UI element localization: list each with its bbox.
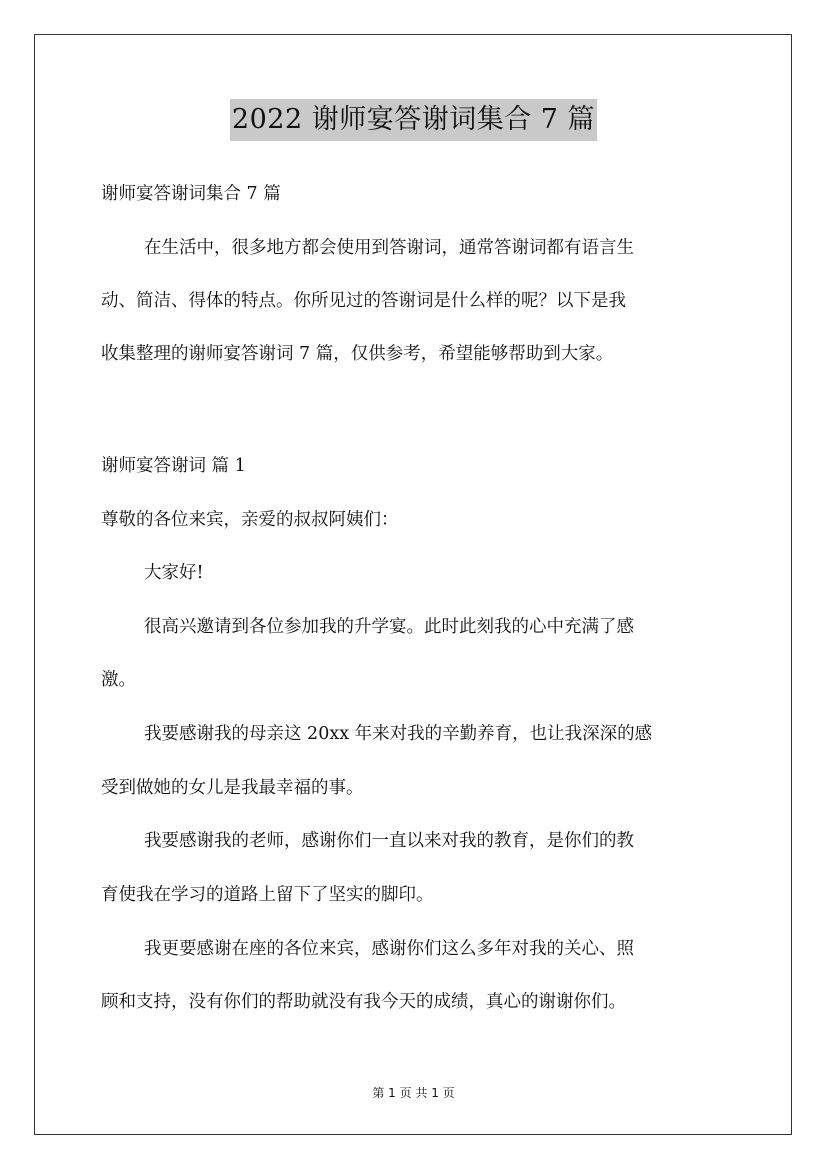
intro-line-3: 收集整理的谢师宴答谢词 7 篇，仅供参考，希望能够帮助到大家。 <box>101 344 614 364</box>
document-title: 2022 谢师宴答谢词集合 7 篇 <box>230 99 597 141</box>
document-subtitle: 谢师宴答谢词集合 7 篇 <box>101 184 281 204</box>
intro-line-2: 动、简洁、得体的特点。你所见过的答谢词是什么样的呢？以下是我 <box>101 291 626 311</box>
paragraph-4-line-2: 顾和支持，没有你们的帮助就没有我今天的成绩，真心的谢谢你们。 <box>101 992 626 1012</box>
paragraph-1-line-1: 很高兴邀请到各位参加我的升学宴。此时此刻我的心中充满了感 <box>144 617 634 637</box>
page-footer: 第 1 页 共 1 页 <box>372 1086 455 1100</box>
greeting: 大家好! <box>144 563 204 583</box>
intro-line-1: 在生活中，很多地方都会使用到答谢词，通常答谢词都有语言生 <box>144 238 634 258</box>
section-heading: 谢师宴答谢词 篇 1 <box>101 456 246 476</box>
title-container <box>0 99 827 141</box>
paragraph-2-line-2: 受到做她的女儿是我最幸福的事。 <box>101 778 364 798</box>
paragraph-3-line-2: 育使我在学习的道路上留下了坚实的脚印。 <box>101 885 434 905</box>
paragraph-2-line-1: 我要感谢我的母亲这 20xx 年来对我的辛勤养育，也让我深深的感 <box>144 724 653 744</box>
paragraph-3-line-1: 我要感谢我的老师，感谢你们一直以来对我的教育，是你们的教 <box>144 831 634 851</box>
paragraph-4-line-1: 我更要感谢在座的各位来宾，感谢你们这么多年对我的关心、照 <box>144 939 634 959</box>
salutation: 尊敬的各位来宾，亲爱的叔叔阿姨们： <box>101 510 399 530</box>
paragraph-1-line-2: 激。 <box>101 670 136 690</box>
